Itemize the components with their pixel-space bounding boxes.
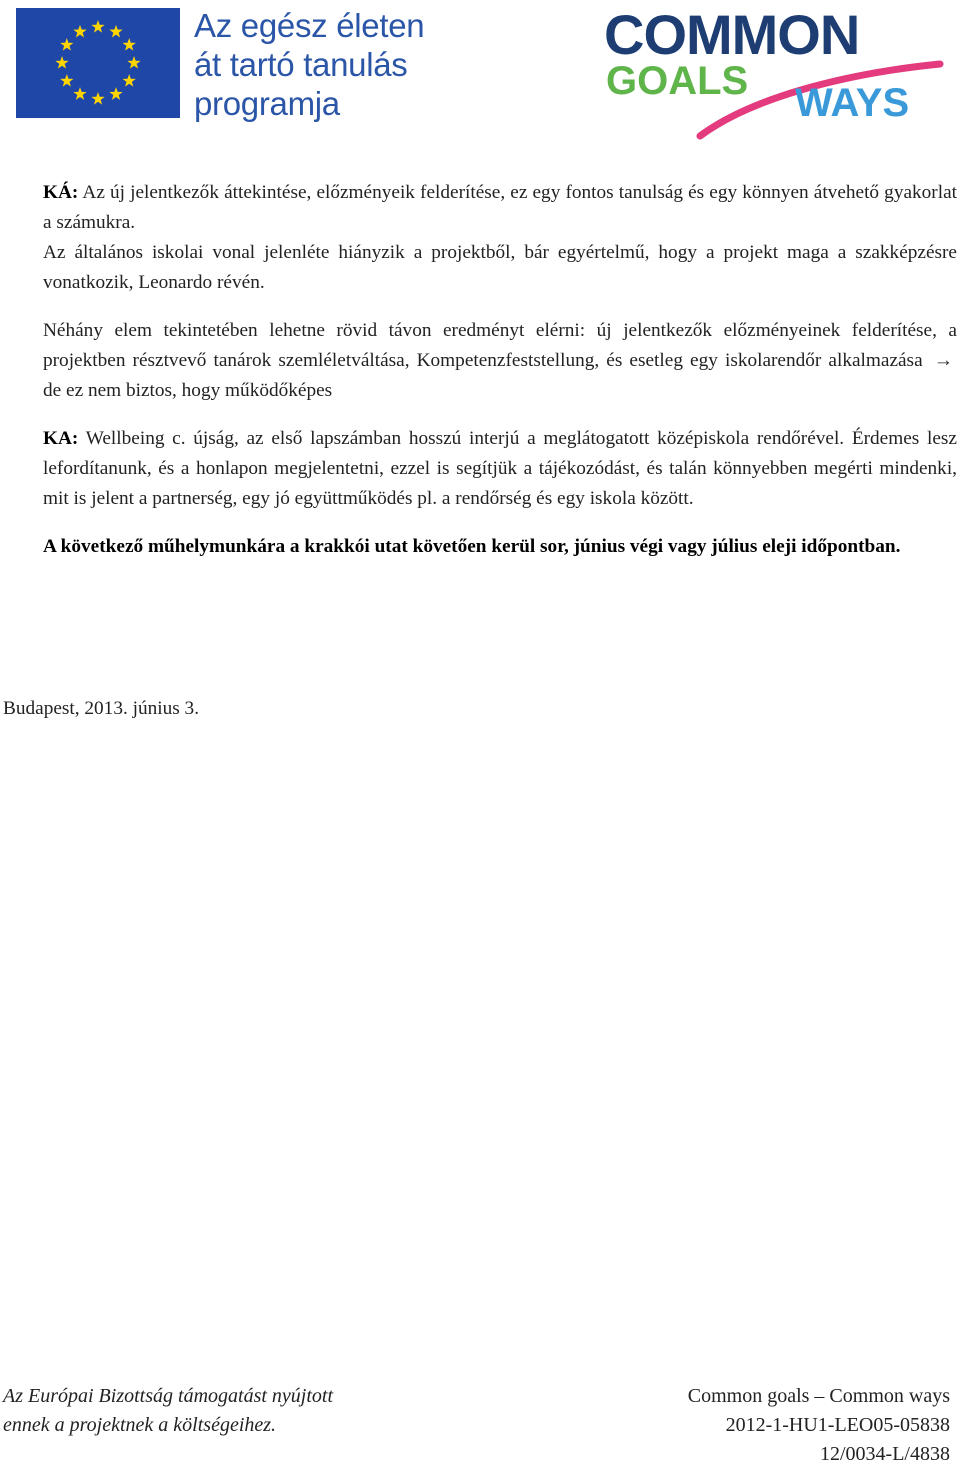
eu-star-icon xyxy=(91,20,104,33)
footer-right-line-2: 2012-1-HU1-LEO05-05838 xyxy=(725,1414,950,1436)
paragraph-3-text-after: de ez nem biztos, hogy működőképes xyxy=(43,380,333,401)
footer-right-line-1: Common goals – Common ways xyxy=(687,1385,950,1407)
paragraph-4-text: Wellbeing c. újság, az első lapszámban hosszú interjú a meglátogatott középiskola rendőrével. Érdemes lesz lefordítanunk, és a honlapon megjelentetni, ezzel is segítjük a tájékozódást, és talán könnyebben megérti mindenki, mit is jelent a partnerség, egy jó együttműködés pl. a rendőrség és egy iskola között. xyxy=(43,428,957,509)
eu-star-icon xyxy=(109,87,122,100)
logo-common-text: COMMON xyxy=(604,4,860,66)
arrow-right-icon: → xyxy=(933,350,953,371)
paragraph-2: Az általános iskolai vonal jelenléte hiányzik a projektből, bár egyértelmű, hogy a projekt maga a szakképzésre vonatkozik, Leonardo révén. xyxy=(43,242,957,293)
eu-star-icon xyxy=(60,38,73,51)
footer-right-line-3: 12/0034-L/4838 xyxy=(820,1443,950,1465)
ka2-label: KA: xyxy=(43,428,79,449)
eu-star-icon xyxy=(60,74,73,87)
paragraph-ka-1 xyxy=(43,178,957,238)
eu-star-icon xyxy=(91,92,104,105)
eu-logo-line-1: Az egész életen xyxy=(194,7,425,44)
eu-lifelong-learning-logo xyxy=(16,8,424,123)
common-goals-ways-logo xyxy=(600,4,945,142)
eu-star-icon xyxy=(123,74,136,87)
paragraph-1-text: Az új jelentkezők áttekintése, előzményeik felderítése, ez egy fontos tanulság és egy könnyen átvehető gyakorlat a számukra. xyxy=(43,182,957,233)
eu-logo-text xyxy=(194,6,424,123)
eu-star-icon xyxy=(73,25,86,38)
paragraph-3-text-before: Néhány elem tekintetében lehetne rövid távon eredményt elérni: új jelentkezők előzményeinek felderítése, a projektben résztvevő tanárok szemléletváltása, Kompetenzfeststellung, és esetleg egy iskolarendőr alkalmazása xyxy=(43,320,957,371)
eu-logo-line-2: át tartó tanulás xyxy=(194,46,408,83)
document-body xyxy=(43,178,957,562)
eu-star-icon xyxy=(109,25,122,38)
eu-star-icon xyxy=(123,38,136,51)
ka-label: KÁ: xyxy=(43,182,79,203)
document-date: Budapest, 2013. június 3. xyxy=(3,698,200,719)
footer-project-id xyxy=(688,1382,950,1469)
eu-flag-icon xyxy=(16,8,180,118)
logo-goals-text: GOALS xyxy=(606,59,749,103)
next-workshop-note: A következő műhelymunkára a krakkói utat követően kerül sor, június végi vagy július eleji időpontban. xyxy=(43,536,901,557)
paragraph-3 xyxy=(43,316,957,406)
paragraph-ka-2 xyxy=(43,424,957,514)
eu-star-icon xyxy=(55,56,68,69)
footer-funding-note xyxy=(3,1382,333,1440)
eu-logo-line-3: programja xyxy=(194,85,340,122)
eu-star-icon xyxy=(127,56,140,69)
logo-ways-text: WAYS xyxy=(795,81,910,125)
eu-star-icon xyxy=(73,87,86,100)
footer-left-line-2: ennek a projektnek a költségeihez. xyxy=(3,1414,277,1436)
footer-left-line-1: Az Európai Bizottság támogatást nyújtott xyxy=(3,1385,334,1407)
